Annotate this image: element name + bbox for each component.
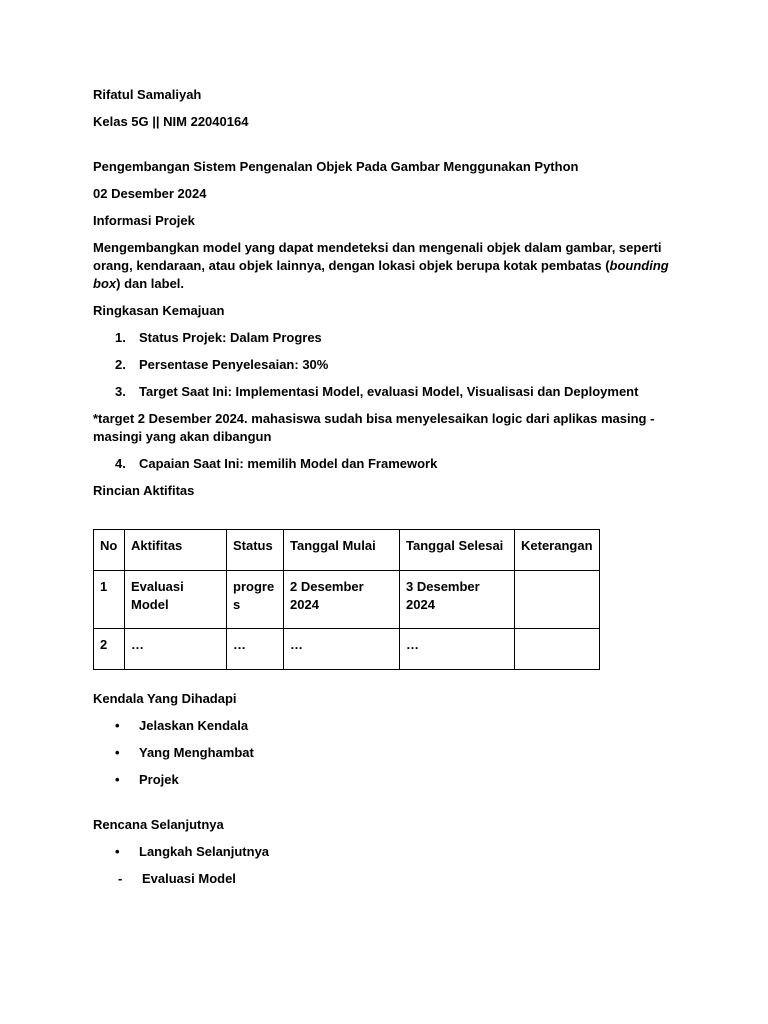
table-header-row [94, 530, 600, 571]
progress-list-continued [93, 455, 678, 473]
description-italic: bounding box [93, 258, 669, 291]
list-item [93, 329, 678, 347]
column-header: No [94, 530, 125, 571]
column-header: Keterangan [515, 530, 600, 571]
table-cell: 1 [94, 571, 125, 629]
description-text: Mengembangkan model yang dapat mendeteksi dan mengenali objek dalam gambar, seperti orang, kendaraan, atau objek lainnya, dengan lokasi objek berupa kotak pembatas ( [93, 240, 662, 273]
table-cell: … [227, 629, 284, 670]
list-item [93, 744, 678, 762]
list-marker: 1. [115, 330, 126, 345]
list-item-text: Target Saat Ini: Implementasi Model, evaluasi Model, Visualisasi dan Deployment [139, 384, 639, 399]
list-item-text: Yang Menghambat [139, 745, 254, 760]
column-header: Tanggal Selesai [400, 530, 515, 571]
description-text-end: ) dan label. [116, 276, 185, 291]
list-item-text: Capaian Saat Ini: memilih Model dan Framework [139, 456, 438, 471]
list-item-text: Persentase Penyelesaian: 30% [139, 357, 329, 372]
spacer [93, 140, 678, 158]
column-header: Aktifitas [125, 530, 227, 571]
table-cell: Evaluasi Model [125, 571, 227, 629]
table-cell: 3 Desember 2024 [400, 571, 515, 629]
status-value: progres [233, 579, 275, 612]
table-cell: … [284, 629, 400, 670]
list-marker: 3. [115, 384, 126, 399]
project-description [93, 239, 675, 293]
column-header: Tanggal Mulai [284, 530, 400, 571]
sub-list-item-text: Evaluasi Model [142, 871, 236, 886]
project-date: 02 Desember 2024 [93, 186, 207, 201]
project-title: Pengembangan Sistem Pengenalan Objek Pada Gambar Menggunakan Python [93, 159, 579, 174]
list-item [93, 717, 678, 735]
dash-marker: - [118, 871, 123, 886]
sub-list-item [93, 870, 678, 888]
table-cell [227, 571, 284, 629]
progress-list [93, 329, 678, 401]
obstacles-list [93, 717, 678, 789]
bullet-icon: • [115, 745, 120, 760]
list-item-text: Projek [139, 772, 179, 787]
table-cell: … [400, 629, 515, 670]
author-name: Rifatul Samaliyah [93, 87, 202, 102]
table-cell [515, 629, 600, 670]
list-item [93, 455, 678, 473]
table-row [94, 629, 600, 670]
next-plan-list [93, 843, 678, 861]
table-cell: 2 Desember 2024 [284, 571, 400, 629]
table-cell [515, 571, 600, 629]
column-header: Status [227, 530, 284, 571]
list-item [93, 843, 678, 861]
bullet-icon: • [115, 772, 120, 787]
list-item-text: Status Projek: Dalam Progres [139, 330, 322, 345]
list-marker: 4. [115, 456, 126, 471]
section-heading-next: Rencana Selanjutnya [93, 817, 224, 832]
list-marker: 2. [115, 357, 126, 372]
table-row [94, 571, 600, 629]
section-heading-progress: Ringkasan Kemajuan [93, 303, 225, 318]
section-heading-info: Informasi Projek [93, 213, 195, 228]
section-heading-obstacles: Kendala Yang Dihadapi [93, 691, 237, 706]
table-cell: … [125, 629, 227, 670]
table-cell: 2 [94, 629, 125, 670]
bullet-icon: • [115, 844, 120, 859]
list-item-text: Langkah Selanjutnya [139, 844, 270, 859]
list-item-text: Jelaskan Kendala [139, 718, 249, 733]
list-item [93, 356, 678, 374]
target-note: *target 2 Desember 2024. mahasiswa sudah bisa menyelesaikan logic dari aplikas masing - masingi yang akan dibangun [93, 411, 655, 444]
activity-table [93, 529, 600, 670]
spacer [93, 798, 678, 816]
list-item [93, 383, 678, 401]
bullet-icon: • [115, 718, 120, 733]
class-nim: Kelas 5G || NIM 22040164 [93, 114, 249, 129]
section-heading-activities: Rincian Aktifitas [93, 483, 195, 498]
list-item [93, 771, 678, 789]
